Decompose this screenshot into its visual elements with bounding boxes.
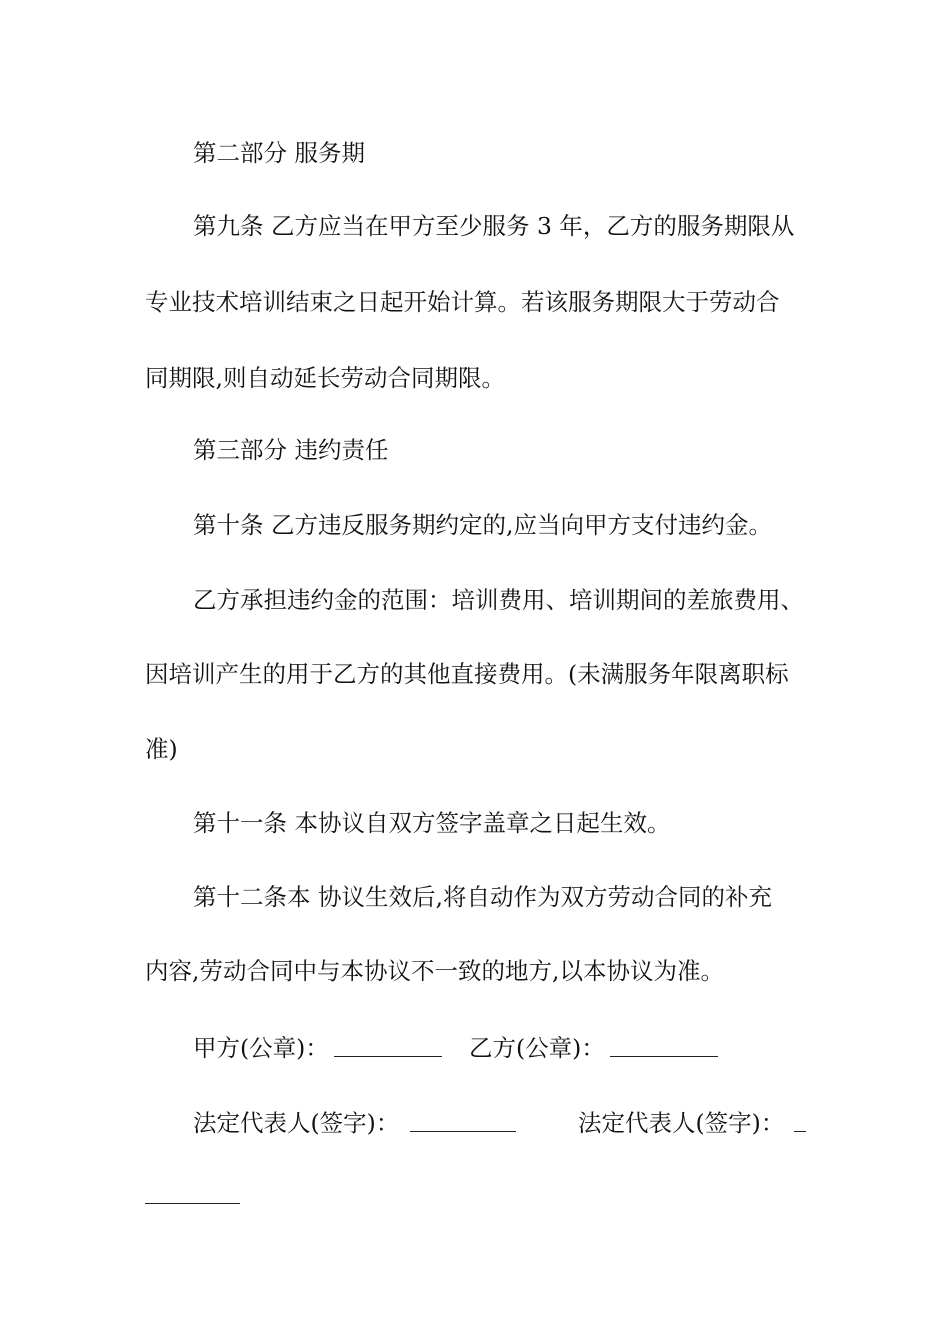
party-b-seal-label: 乙方(公章)： xyxy=(469,1034,605,1062)
article-12-line-1: 第十二条本 协议生效后,将自动作为双方劳动合同的补充 xyxy=(193,883,772,911)
penalty-scope-line-2: 因培训产生的用于乙方的其他直接费用。(未满服务年限离职标 xyxy=(145,660,789,688)
party-a-rep-label: 法定代表人(签字)： xyxy=(193,1109,400,1137)
party-b-rep-label: 法定代表人(签字)： xyxy=(578,1109,785,1137)
article-9-line-3: 同期限,则自动延长劳动合同期限。 xyxy=(145,364,505,392)
party-a-rep-blank[interactable] xyxy=(410,1131,516,1132)
article-9-line-2: 专业技术培训结束之日起开始计算。若该服务期限大于劳动合 xyxy=(145,288,780,316)
section-heading-breach-liability: 第三部分 违约责任 xyxy=(193,436,389,464)
section-heading-service-period: 第二部分 服务期 xyxy=(193,139,365,167)
article-9-line-1: 第九条 乙方应当在甲方至少服务 3 年，乙方的服务期限从 xyxy=(193,212,795,240)
article-10: 第十条 乙方违反服务期约定的,应当向甲方支付违约金。 xyxy=(193,511,772,539)
party-b-rep-blank-continuation[interactable] xyxy=(145,1203,240,1204)
penalty-scope-line-3: 准) xyxy=(145,735,178,763)
penalty-scope-line-1: 乙方承担违约金的范围：培训费用、培训期间的差旅费用、 xyxy=(193,586,804,614)
article-11: 第十一条 本协议自双方签字盖章之日起生效。 xyxy=(193,809,671,837)
article-12-line-2: 内容,劳动合同中与本协议不一致的地方,以本协议为准。 xyxy=(145,957,724,985)
party-b-rep-blank-start[interactable] xyxy=(794,1131,806,1132)
party-a-seal-label: 甲方(公章)： xyxy=(193,1034,329,1062)
party-a-seal-blank[interactable] xyxy=(334,1056,442,1057)
party-b-seal-blank[interactable] xyxy=(610,1056,718,1057)
